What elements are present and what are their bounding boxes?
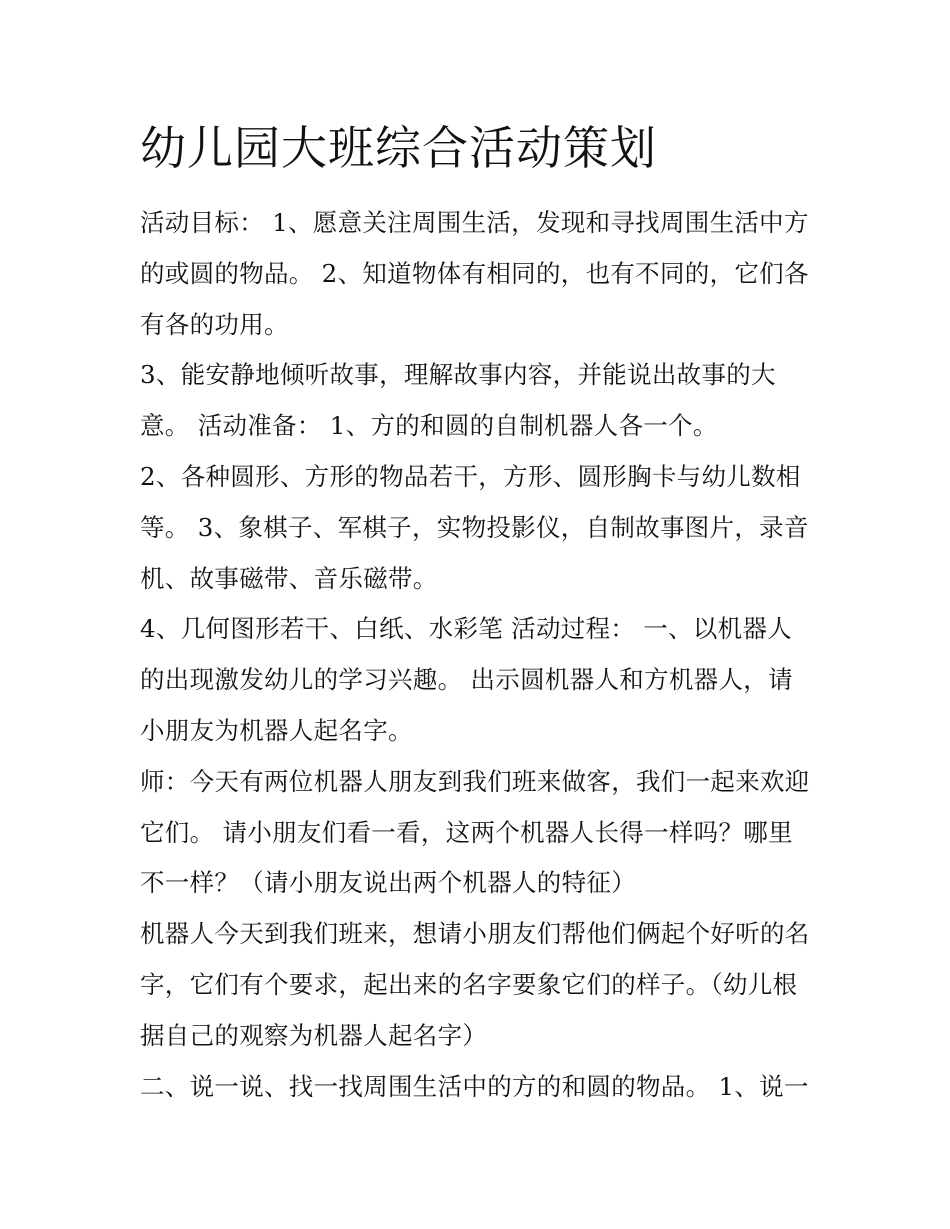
text-line: 小朋友为机器人起名字。 <box>140 715 413 745</box>
text-line: 的或圆的物品。 2、知道物体有相同的，也有不同的，它们各 <box>140 258 809 288</box>
text-line: 不一样？（请小朋友说出两个机器人的特征） <box>140 868 636 898</box>
text-line: 二、说一说、找一找周围生活中的方的和圆的物品。 1、说一 <box>140 1071 809 1101</box>
text-line: 机、故事磁带、音乐磁带。 <box>140 563 438 593</box>
text-line: 它们。 请小朋友们看一看，这两个机器人长得一样吗？哪里 <box>140 817 793 847</box>
text-line: 的出现激发幼儿的学习兴趣。 出示圆机器人和方机器人，请 <box>140 665 793 695</box>
text-line: 机器人今天到我们班来，想请小朋友们帮他们俩起个好听的名 <box>140 919 810 949</box>
text-line: 4、几何图形若干、白纸、水彩笔 活动过程： 一、以机器人 <box>140 614 793 644</box>
text-line: 据自己的观察为机器人起名字） <box>140 1020 488 1050</box>
text-line: 3、能安静地倾听故事，理解故事内容，并能说出故事的大 <box>140 360 776 390</box>
text-line: 字，它们有个要求，起出来的名字要象它们的样子。（幼儿根 <box>140 969 798 999</box>
text-line: 有各的功用。 <box>140 309 289 339</box>
page-title: 幼儿园大班综合活动策划 <box>140 121 657 175</box>
text-line: 等。 3、象棋子、军棋子，实物投影仪，自制故事图片，录音 <box>140 512 809 542</box>
text-line: 2、各种圆形、方形的物品若干，方形、圆形胸卡与幼儿数相 <box>140 461 801 491</box>
text-line: 意。 活动准备： 1、方的和圆的自制机器人各一个。 <box>140 411 718 441</box>
document-body <box>140 198 840 1112</box>
text-line: 师：今天有两位机器人朋友到我们班来做客，我们一起来欢迎 <box>140 766 810 796</box>
text-line: 活动目标： 1、愿意关注周围生活，发现和寻找周围生活中方 <box>140 208 809 237</box>
